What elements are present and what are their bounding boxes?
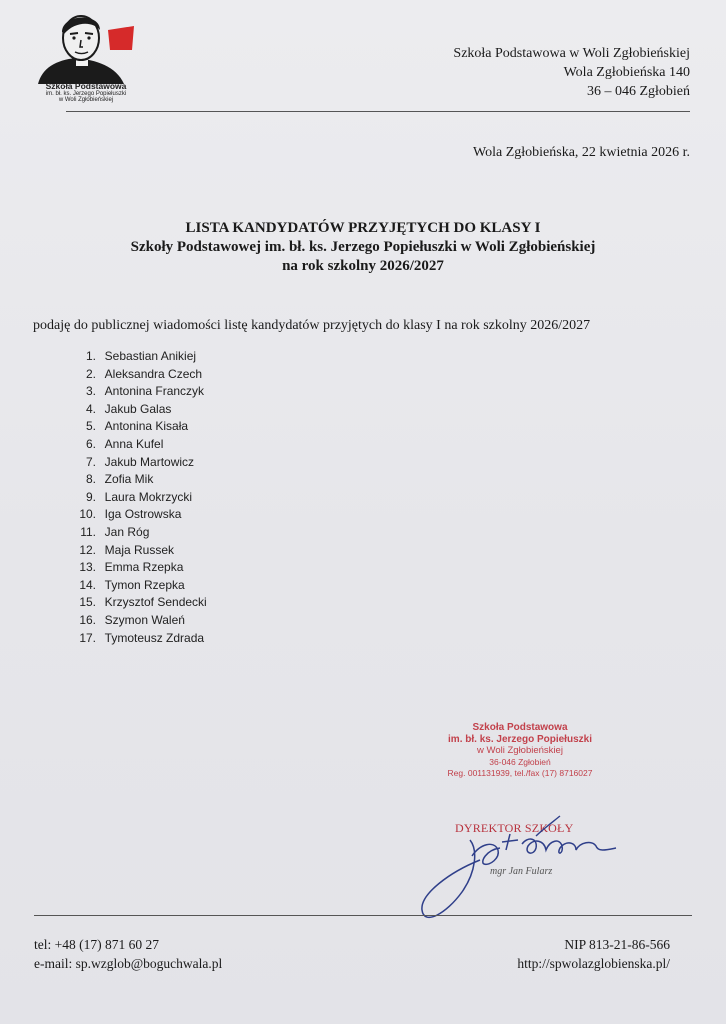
list-item bbox=[72, 506, 207, 524]
candidate-name: Jakub Martowicz bbox=[104, 454, 195, 469]
list-item-number: 15. bbox=[79, 595, 96, 610]
stamp-line-4: 36-046 Zgłobień bbox=[489, 756, 551, 767]
list-item-number: 11. bbox=[80, 524, 96, 539]
director-name: mgr Jan Fularz bbox=[490, 866, 553, 877]
candidate-name: Tymoteusz Zdrada bbox=[104, 630, 205, 645]
footer-tel: tel: +48 (17) 871 60 27 bbox=[34, 937, 159, 952]
list-item bbox=[72, 577, 207, 595]
list-item bbox=[72, 471, 207, 489]
candidate-name: Zofia Mik bbox=[104, 472, 154, 487]
list-item bbox=[72, 612, 207, 630]
footer-nip: NIP 813-21-86-566 bbox=[564, 937, 670, 952]
candidate-name: Emma Rzepka bbox=[104, 560, 184, 575]
stamp-line-1: Szkoła Podstawowa bbox=[472, 722, 568, 733]
logo-caption bbox=[30, 82, 142, 104]
candidate-list bbox=[72, 348, 207, 647]
candidate-name: Antonina Franczyk bbox=[104, 384, 205, 399]
list-item-number: 10. bbox=[79, 507, 96, 522]
footer-email[interactable]: e-mail: sp.wzglob@boguchwala.pl bbox=[34, 956, 223, 971]
list-item-number: 14. bbox=[79, 577, 96, 592]
list-item-number: 4. bbox=[85, 401, 96, 416]
list-item-number: 1. bbox=[85, 349, 96, 363]
list-item-number: 12. bbox=[79, 542, 96, 557]
intro-text: podaję do publicznej wiadomości listę kandydatów przyjętych do klasy I na rok szkolny 2026/2027 bbox=[33, 318, 591, 333]
address-postal: 36 – 046 Zgłobień bbox=[586, 84, 690, 99]
stamp-line-3: w Woli Zgłobieńskiej bbox=[477, 745, 563, 756]
candidate-name: Iga Ostrowska bbox=[104, 507, 182, 522]
list-item bbox=[72, 436, 207, 454]
stamp-line-5: Reg. 001131939, tel./fax (17) 8716027 bbox=[447, 768, 593, 778]
list-item bbox=[72, 630, 207, 648]
list-item bbox=[72, 524, 207, 542]
list-item-number: 17. bbox=[79, 630, 96, 645]
list-item bbox=[72, 348, 207, 366]
footer-url[interactable]: http://spwolazglobienska.pl/ bbox=[517, 956, 670, 971]
list-item bbox=[72, 542, 207, 560]
candidate-name: Antonina Kisała bbox=[104, 419, 189, 434]
candidate-name: Jakub Galas bbox=[104, 401, 172, 416]
list-item bbox=[72, 559, 207, 577]
document-title bbox=[0, 219, 726, 276]
list-item-number: 16. bbox=[79, 612, 96, 627]
candidate-name: Sebastian Anikiej bbox=[104, 349, 197, 363]
list-item bbox=[72, 383, 207, 401]
list-item bbox=[72, 418, 207, 436]
candidate-name: Aleksandra Czech bbox=[104, 366, 203, 381]
portrait-icon bbox=[36, 10, 136, 84]
stamp-line-2: im. bł. ks. Jerzego Popiełuszki bbox=[448, 733, 592, 745]
list-item-number: 7. bbox=[85, 454, 96, 469]
director-title: DYREKTOR SZKOŁY bbox=[455, 821, 574, 835]
candidate-name: Krzysztof Sendecki bbox=[104, 595, 207, 610]
list-item-number: 9. bbox=[85, 489, 96, 504]
candidate-name: Tymon Rzepka bbox=[104, 577, 185, 592]
candidate-name: Maja Russek bbox=[104, 542, 175, 557]
candidate-name: Laura Mokrzycki bbox=[104, 489, 193, 504]
list-item-number: 3. bbox=[85, 384, 96, 399]
footer-divider bbox=[34, 915, 692, 916]
title-line-2: Szkoły Podstawowej im. bł. ks. Jerzego Popiełuszki w Woli Zgłobieńskiej bbox=[130, 239, 596, 255]
candidate-name: Jan Róg bbox=[104, 524, 150, 539]
list-item bbox=[72, 594, 207, 612]
list-item-number: 6. bbox=[85, 436, 96, 451]
address-street: Wola Zgłobieńska 140 bbox=[563, 65, 690, 80]
address-school: Szkoła Podstawowa w Woli Zgłobieńskiej bbox=[453, 46, 690, 61]
title-line-1: LISTA KANDYDATÓW PRZYJĘTYCH DO KLASY I bbox=[185, 220, 541, 236]
footer-contact bbox=[34, 935, 222, 973]
logo-line-1: Szkoła Podstawowa bbox=[45, 81, 127, 91]
candidate-name: Szymon Waleń bbox=[104, 612, 185, 627]
list-item bbox=[72, 366, 207, 384]
list-item-number: 13. bbox=[79, 560, 96, 575]
document-date: Wola Zgłobieńska, 22 kwietnia 2026 r. bbox=[473, 145, 690, 160]
list-item-number: 8. bbox=[85, 472, 96, 487]
school-address bbox=[453, 44, 690, 101]
school-stamp bbox=[430, 722, 610, 780]
list-item bbox=[72, 454, 207, 472]
school-logo bbox=[30, 10, 142, 110]
header-divider bbox=[66, 111, 690, 112]
list-item-number: 5. bbox=[85, 419, 96, 434]
candidate-name: Anna Kufel bbox=[104, 436, 164, 451]
logo-line-2: im. bł. ks. Jerzego Popiełuszki bbox=[45, 90, 127, 97]
footer-info bbox=[517, 935, 670, 973]
title-line-3: na rok szkolny 2026/2027 bbox=[282, 258, 444, 274]
logo-line-3: w Woli Zgłobieńskiej bbox=[58, 97, 114, 104]
list-item bbox=[72, 489, 207, 507]
list-item-number: 2. bbox=[85, 366, 96, 381]
list-item bbox=[72, 401, 207, 419]
